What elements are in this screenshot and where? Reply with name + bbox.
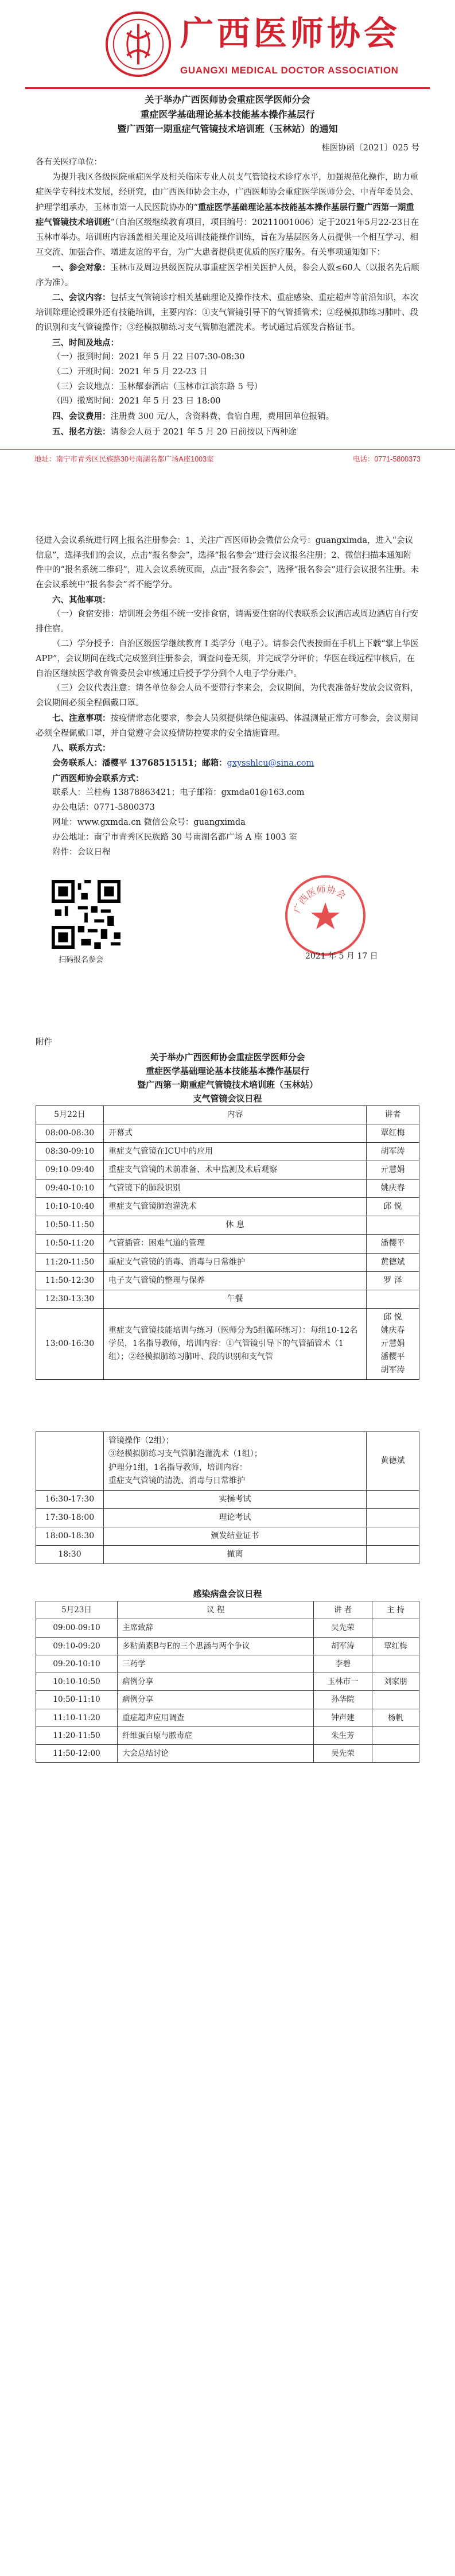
notice-title <box>36 92 419 137</box>
qr-block <box>36 880 120 967</box>
seal-date: 2021 年 5 月 17 日 <box>305 952 378 961</box>
signature-area <box>36 863 419 967</box>
section-heading: 四、会议费用： <box>52 412 111 422</box>
header-divider <box>25 87 430 89</box>
time-item: （一）报到时间：2021 年 5 月 22 日07:30-08:30 <box>52 352 245 362</box>
table-cell: 钟声建 <box>314 1709 372 1727</box>
official-seal-icon <box>282 872 368 959</box>
table-row <box>36 1490 419 1508</box>
other-item: （一）食宿安排：培训班会务组不统一安排食宿，请需要住宿的代表联系会议酒店或周边酒店自行安排住宿。 <box>36 610 418 634</box>
section-text: 请参会人员于 2021 年 5 月 20 日前按以下两种途 <box>110 428 297 437</box>
footer-address: 地址：南宁市青秀区民族路30号南湖名都广场A座1003室 <box>34 455 214 463</box>
table-cell: 李碧 <box>314 1655 372 1673</box>
table-cell: 16:30-17:30 <box>36 1490 104 1508</box>
contact-line: 办公地址：南宁市青秀区民族路 30 号南湖名都广场 A 座 1003 室 <box>52 832 297 842</box>
table-row <box>36 1216 419 1235</box>
table-cell: 休 息 <box>104 1216 367 1235</box>
table-row <box>36 1290 419 1308</box>
table-cell: 重症支气管镜肺泡灌洗术 <box>104 1198 367 1216</box>
table-cell: 潘樱平 <box>367 1235 419 1253</box>
table-cell: 大会总结讨论 <box>118 1745 314 1763</box>
table-cell: 胡军涛 <box>314 1637 372 1655</box>
table-cell: 覃红梅 <box>372 1637 419 1655</box>
document-number: 桂医协函〔2021〕025 号 <box>321 143 419 153</box>
section-heading: 五、报名方法： <box>52 427 111 437</box>
table-cell: 重症支气管镜的消毒、消毒与日常维护 <box>104 1253 367 1271</box>
other-item: （二）学分授予：自治区级医学继续教育 I 类学分（电子）。请参会代表按面在手机上下载“掌上华医 APP”，会议期间在线式完成签到注册参会，调查问卷无须，并完成学分评价；华医在线远程审核后，在自治区继续医学教育管委员会审核通过后授予学分到个人电子学分账户。 <box>36 639 419 678</box>
section-heading: 三、时间及地点： <box>52 337 119 348</box>
table-row <box>36 1161 419 1180</box>
table-cell: 黄德斌 <box>367 1432 419 1490</box>
table-header-cell: 5月23日 <box>36 1601 118 1619</box>
section-text: 按疫情常态化要求，参会人员须提供绿色健康码、体温测量正常方可参会，会议期间必须全程佩戴口罩，并自觉遵守会议疫情防控要求的安全措施管理。 <box>36 713 418 738</box>
table-cell: 杨帆 <box>372 1709 419 1727</box>
table-cell: 午餐 <box>104 1290 367 1308</box>
table-row <box>36 1545 419 1564</box>
qr-caption: 扫码报名参会 <box>59 955 104 964</box>
section-text: 玉林市及周边县级医院从事重症医学相关医护人员，参会人数≤60人（以报名先后顺序为准）。 <box>36 263 419 288</box>
contact-line: 联系人：兰桂梅 13878863421；电子邮箱：gxmda01@163.com <box>52 788 305 798</box>
table-cell: 09:40-10:10 <box>36 1180 104 1198</box>
table-cell: 08:30-09:10 <box>36 1143 104 1161</box>
contact-line: 广西医师协会联系方式： <box>52 773 144 783</box>
table-row <box>36 1271 419 1290</box>
table-cell: 09:10-09:20 <box>36 1637 118 1655</box>
table-row <box>36 1253 419 1271</box>
intro-bold-text: 重症医学基础理论基本技能基本操作基层行暨广西第一期重症气管镜技术培训班 <box>36 202 414 228</box>
section-heading: 六、其他事项： <box>52 595 111 605</box>
table-cell <box>372 1691 419 1709</box>
table-row <box>36 1673 419 1691</box>
contact-line: 办公电话：0771-5800373 <box>52 803 155 813</box>
table-cell: 重症支气管镜技能培训与练习（医师分为5组循环练习）：每组10-12名学员，1名指导教师，培训内容：①气管镜引导下的气管插管术（1组）；②经模拟肺练习肺叶、段的识别和支气管 <box>104 1308 367 1379</box>
time-item: （四）撤离时间：2021 年 5 月 23 日 18:00 <box>52 397 221 406</box>
table-cell: 18:00-18:30 <box>36 1527 104 1545</box>
table-cell: 10:50-11:50 <box>36 1216 104 1235</box>
table-header-cell: 议 程 <box>118 1601 314 1619</box>
table-row <box>36 1124 419 1142</box>
seal-text: 广西医师协会 <box>291 883 348 915</box>
title-line: 暨广西第一期重症气管镜技术培训班（玉林站）的通知 <box>117 123 338 135</box>
table-cell: 朱生芳 <box>314 1727 372 1744</box>
table-cell: 理论考试 <box>104 1508 367 1527</box>
time-item: （三）会议地点：玉林耀泰酒店（玉林市江滨东路 5 号） <box>52 382 263 391</box>
table-cell <box>367 1216 419 1235</box>
schedule-table-day1 <box>36 1105 419 1380</box>
table-cell: 11:20-11:50 <box>36 1727 118 1744</box>
page-footer <box>0 449 455 471</box>
table-cell: 邱 悦 姚庆春 亓慧娟 潘樱平 胡军涛 <box>367 1308 419 1379</box>
table-row <box>36 1180 419 1198</box>
table-cell: 吴先荣 <box>314 1619 372 1637</box>
time-item: （二）开班时间：2021 年 5 月 22-23 日 <box>52 367 208 377</box>
table-row <box>36 1308 419 1379</box>
table-cell: 17:30-18:00 <box>36 1508 104 1527</box>
table-cell: 10:10-10:50 <box>36 1673 118 1691</box>
table-cell: 重症超声应用调查 <box>118 1709 314 1727</box>
table-cell: 颁发结业证书 <box>104 1527 367 1545</box>
section-registration <box>36 425 419 440</box>
table-cell: 电子支气管镜的整理与保养 <box>104 1271 367 1290</box>
table-cell: 病例分享 <box>118 1691 314 1709</box>
section-heading: 一、参会对象： <box>52 262 111 273</box>
table-cell: 姚庆春 <box>367 1180 419 1198</box>
contact-email-link[interactable]: gxysshlcu@sina.com <box>227 758 314 768</box>
intro-text: 为提升我区各级医院重症医学及相关临床专业人员支气管镜技术诊疗水平，加强规范化操作，助力重症医学专科技术发展，经研究，由广西医师协会主办，广西医师协会重症医学医师分会、中青年委员会、护理学组承办，玉林市第一人民医院协办的“ <box>36 172 418 212</box>
table2-title: 感染病盘会议日程 <box>193 1589 262 1600</box>
letterhead <box>0 0 455 87</box>
section-fee <box>36 409 419 425</box>
table-cell: 实操考试 <box>104 1490 367 1508</box>
table-row <box>36 1709 419 1727</box>
table-row <box>36 1745 419 1763</box>
table-cell <box>367 1527 419 1545</box>
table-cell: 10:50-11:20 <box>36 1235 104 1253</box>
intro-paragraph <box>36 170 419 261</box>
other-item: （三）会议代表注意：请各单位参会人员不要带行李来会，会议期间，为代表准备好发放会议资料，会议期间必须全程佩戴口罩。 <box>36 684 418 708</box>
table-cell: 09:20-10:10 <box>36 1655 118 1673</box>
table-cell: 开幕式 <box>104 1124 367 1142</box>
section-heading: 二、会议内容： <box>52 293 111 303</box>
table-header-cell: 内容 <box>104 1105 367 1124</box>
table-cell: 胡军涛 <box>367 1143 419 1161</box>
table-row <box>36 1727 419 1744</box>
contact-line: 附件：会议日程 <box>52 847 111 857</box>
svg-text:广西医师协会 <box>291 884 348 915</box>
table-cell: 刘家朋 <box>372 1673 419 1691</box>
table-cell: 11:50-12:30 <box>36 1271 104 1290</box>
annex-title-line: 暨广西第一期重症气管镜技术培训班（玉林站） <box>137 1079 318 1090</box>
table-cell: 管镜操作（2组）； ③经模拟肺练习支气管肺泡灌洗术（1组）； 护理分1组，1名指导教师，培训内容： 重症支气管镜的清洗、消毒与日常维护 <box>104 1432 367 1490</box>
table-cell <box>372 1655 419 1673</box>
section-participants <box>36 261 419 291</box>
table-cell <box>367 1545 419 1564</box>
table-header-cell: 5月22日 <box>36 1105 104 1124</box>
table-cell: 11:50-12:00 <box>36 1745 118 1763</box>
table-row <box>36 1143 419 1161</box>
section-content <box>36 290 419 335</box>
footer-phone: 电话：0771-5800373 <box>352 455 421 463</box>
table-row <box>36 1432 419 1490</box>
table-cell: 吴先荣 <box>314 1745 372 1763</box>
table-cell: 孙华院 <box>314 1691 372 1709</box>
table-cell: 罗 泽 <box>367 1271 419 1290</box>
table-cell: 撤离 <box>104 1545 367 1564</box>
contact-line <box>36 756 419 771</box>
association-name-en: GUANGXI MEDICAL DOCTOR ASSOCIATION <box>180 65 399 76</box>
section-text: 注册费 300 元/人，含资料费、食宿自理，费用回单位报销。 <box>110 412 335 422</box>
table-cell <box>367 1290 419 1308</box>
table-header-row <box>36 1105 419 1124</box>
table-cell: 气管镜下的肺段识别 <box>104 1180 367 1198</box>
table-header-cell: 讲者 <box>367 1105 419 1124</box>
table-cell: 12:30-13:30 <box>36 1290 104 1308</box>
table-cell: 三药学 <box>118 1655 314 1673</box>
table-cell: 10:50-11:10 <box>36 1691 118 1709</box>
annex-label: 附件 <box>36 1038 52 1048</box>
table-row <box>36 1619 419 1637</box>
annex-title <box>36 1050 419 1105</box>
table-row <box>36 1198 419 1216</box>
table-cell: 病例分享 <box>118 1673 314 1691</box>
table-cell: 重症支气管镜在ICU中的应用 <box>104 1143 367 1161</box>
table-cell: 11:10-11:20 <box>36 1709 118 1727</box>
table-cell: 亓慧娟 <box>367 1161 419 1180</box>
schedule-table-day1-cont <box>36 1431 419 1564</box>
section-notice <box>36 711 419 742</box>
table-row <box>36 1508 419 1527</box>
table-cell: 气管插管：困难气道的管理 <box>104 1235 367 1253</box>
table-row <box>36 1637 419 1655</box>
table-cell: 黄德斌 <box>367 1253 419 1271</box>
section-text: 包括支气管镜诊疗相关基础理论及操作技术、重症感染、重症超声等前沿知识，本次培训除理论授课外还有技能培训，主要内容：①支气管镜引导下的气管插管术；②经模拟肺练习肺叶、段的识别和支气管镜操作；③经模拟肺练习支气管肺泡灌洗术。考试通过后颁发合格证书。 <box>36 293 418 332</box>
contact-line: 网址：www.gxmda.cn 微信公众号：guangximda <box>52 818 246 828</box>
table-cell: 10:10-10:40 <box>36 1198 104 1216</box>
title-line: 重症医学基础理论基本技能基本操作基层行 <box>140 108 315 120</box>
table-header-row <box>36 1601 419 1619</box>
table-header-cell: 主 持 <box>372 1601 419 1619</box>
table-cell: 重症支气管镜的术前准备、术中监测及术后观察 <box>104 1161 367 1180</box>
salutation: 各有关医疗单位： <box>36 158 102 168</box>
title-line: 关于举办广西医师协会重症医学医师分会 <box>145 94 310 105</box>
schedule-table-day2 <box>36 1601 419 1763</box>
table-cell: 18:30 <box>36 1545 104 1564</box>
table-row <box>36 1527 419 1545</box>
association-logo-icon <box>104 10 172 78</box>
contact-text: 会务联系人：潘樱平 13768515151；邮箱： <box>52 758 227 768</box>
table-cell: 覃红梅 <box>367 1124 419 1142</box>
table-cell: 08:00-08:30 <box>36 1124 104 1142</box>
registration-qr-code-icon[interactable] <box>52 880 120 949</box>
table-cell: 09:00-09:10 <box>36 1619 118 1637</box>
table-cell: 玉林市一 <box>314 1673 372 1691</box>
table-row <box>36 1691 419 1709</box>
section-heading: 八、联系方式： <box>52 743 111 754</box>
table-cell: 纤维蛋白原与脓毒症 <box>118 1727 314 1744</box>
registration-text: 径进入会议系统进行网上报名注册参会：1、关注广西医师协会微信公众号：guangximda，进入“会议信息”，选择我们的会议，点击“报名参会”，选择“报名参会”进行会议报名注册；2、微信扫描本通知附件中的“报名系统二维码”，进入会议系统页面，点击“报名参会”，选择“报名参会”进行会议报名注册。未在会议系统中“报名参会”者不能学分。 <box>36 536 419 590</box>
table-cell <box>372 1745 419 1763</box>
table-row <box>36 1655 419 1673</box>
table-header-cell: 讲 者 <box>314 1601 372 1619</box>
section-heading: 七、注意事项： <box>52 713 111 723</box>
association-name-cn: 广西医师协会 <box>180 14 401 53</box>
table-cell <box>372 1619 419 1637</box>
table-cell <box>372 1727 419 1744</box>
table-cell: 09:10-09:40 <box>36 1161 104 1180</box>
annex-title-line: 关于举办广西医师协会重症医学医师分会 <box>150 1052 305 1062</box>
table-cell <box>367 1490 419 1508</box>
annex-title-line: 重症医学基础理论基本技能基本操作基层行 <box>145 1065 309 1076</box>
annex-subtitle: 支气管镜会议日程 <box>193 1093 262 1104</box>
table-cell: 13:00-16:30 <box>36 1308 104 1379</box>
table-cell: 多粘菌素B与E的三个思涵与两个争议 <box>118 1637 314 1655</box>
table-cell <box>36 1432 104 1490</box>
table-cell <box>367 1508 419 1527</box>
intro-text: ”（自治区级继续教育项目，项目编号：20211001006）定于2021年5月22-23日在玉林市举办。培训班内容涵盖相关理论及培训技能操作训练，旨在为基层医务人员提供一个相互学习、相互交流、加强合作、增进友谊的平台，为广大患者提供更优质的医疗服务。有关事项通知如下： <box>36 218 419 257</box>
table-cell: 11:20-11:50 <box>36 1253 104 1271</box>
table-row <box>36 1235 419 1253</box>
table-cell: 邱 悦 <box>367 1198 419 1216</box>
table-cell: 主席致辞 <box>118 1619 314 1637</box>
